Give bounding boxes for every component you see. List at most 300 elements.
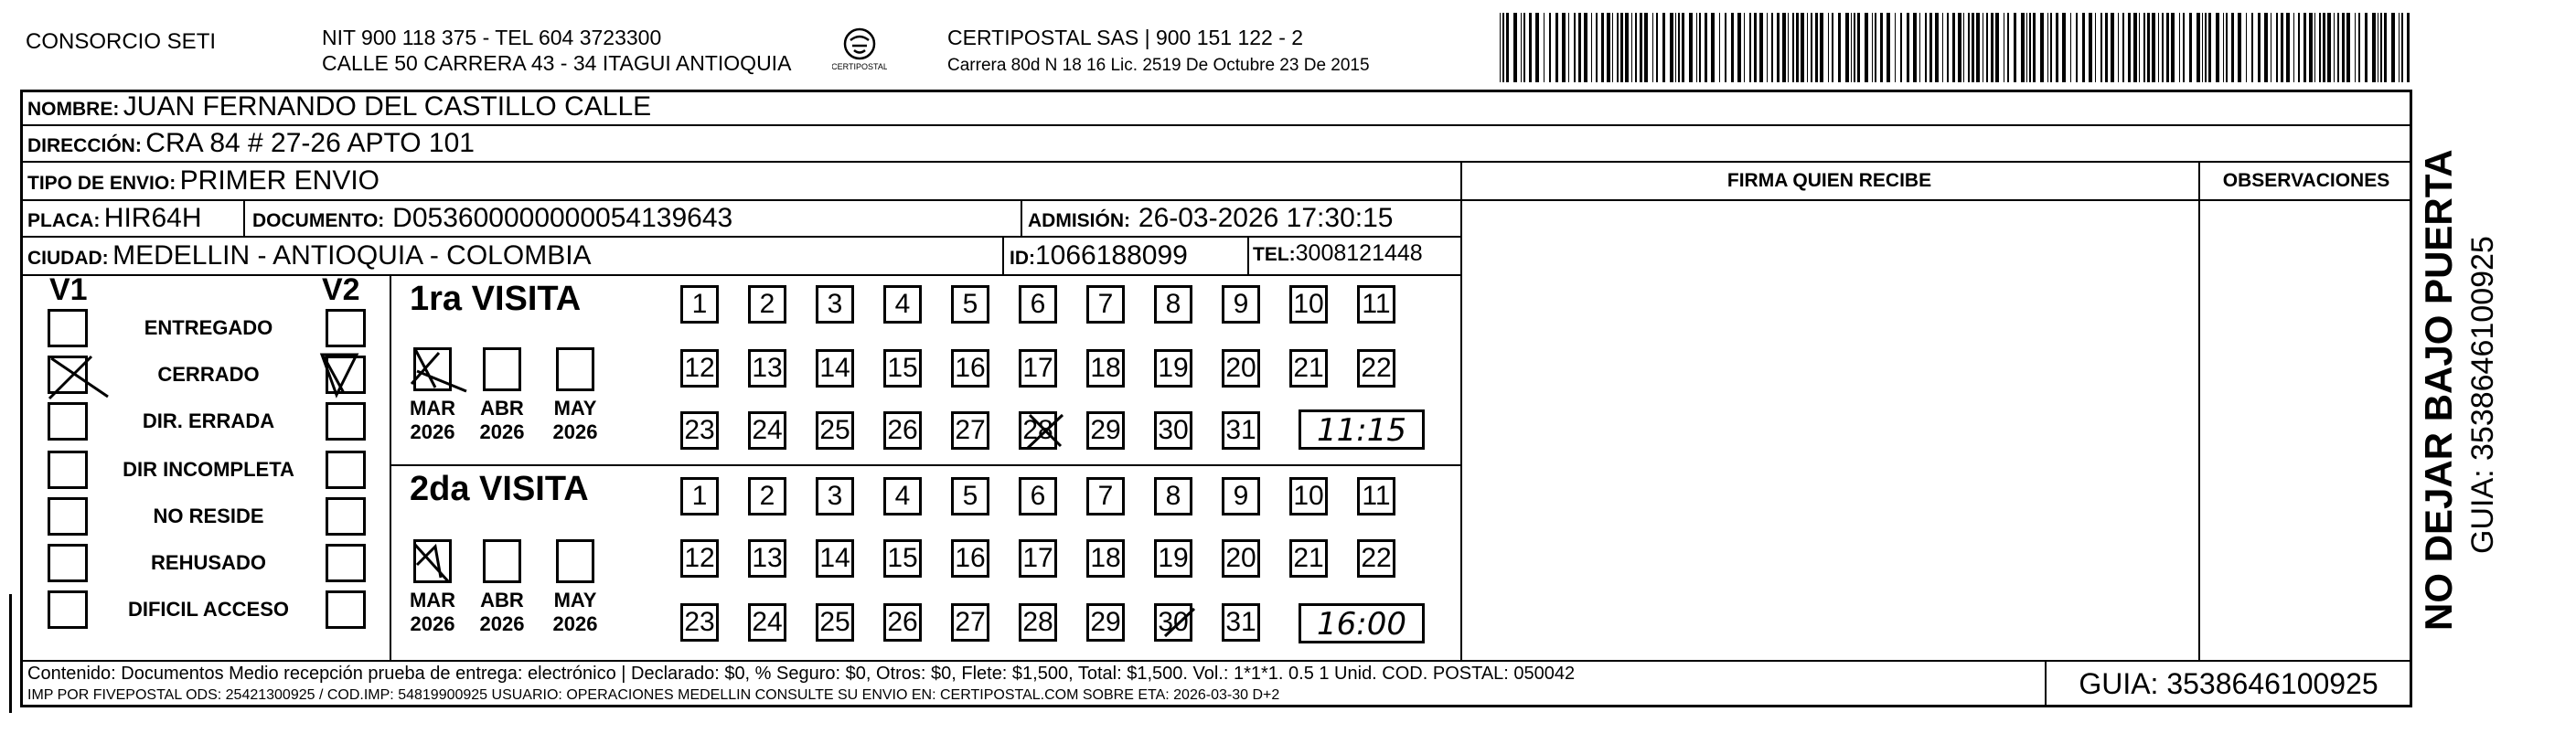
month-label: ABR	[480, 589, 524, 611]
barcode-bar	[1682, 13, 1684, 82]
year-label: 2026	[410, 420, 455, 443]
day-box[interactable]: 27	[951, 411, 989, 450]
day-box[interactable]: 16	[951, 539, 989, 578]
address-row: DIRECCIÓN: CRA 84 # 27-26 APTO 101	[27, 128, 475, 158]
v2-checkbox[interactable]	[326, 497, 366, 536]
document-cell: DOCUMENTO: D053600000000054139643	[252, 203, 733, 233]
barcode-bar	[2095, 13, 2096, 82]
barcode-bar	[2286, 13, 2290, 82]
barcode-bar	[1535, 13, 1539, 82]
month-label: MAY	[553, 397, 597, 420]
barcode-bar	[2147, 13, 2150, 82]
day-box[interactable]: 16	[951, 349, 989, 388]
day-box[interactable]: 11	[1357, 285, 1395, 324]
barcode-bar	[1656, 13, 1658, 82]
v1-checkbox[interactable]	[48, 590, 88, 629]
day-box[interactable]: 9	[1222, 477, 1260, 515]
day-box[interactable]: 22	[1357, 539, 1395, 578]
v2-label: V2	[322, 272, 360, 307]
barcode-bar	[1777, 13, 1780, 82]
day-box[interactable]: 20	[1222, 349, 1260, 388]
month-checkbox[interactable]	[413, 347, 452, 391]
barcode-bar	[1838, 13, 1841, 82]
city-value: MEDELLIN - ANTIOQUIA - COLOMBIA	[112, 240, 592, 271]
second-visit-title: 2da VISITA	[410, 470, 589, 508]
signature-header: FIRMA QUIEN RECIBE	[1726, 170, 1932, 191]
barcode-bar	[2309, 13, 2313, 82]
barcode-bar	[2399, 13, 2400, 82]
barcode-bar	[1513, 13, 1517, 82]
shipment-type-row: TIPO DE ENVIO: PRIMER ENVIO	[27, 165, 380, 196]
barcode-bar	[1749, 13, 1751, 82]
day-box[interactable]: 29	[1086, 603, 1125, 642]
admission-value: 26-03-2026 17:30:15	[1138, 203, 1394, 233]
day-box[interactable]: 31	[1222, 411, 1260, 450]
barcode-bar	[2056, 13, 2058, 82]
day-box[interactable]: 3	[816, 285, 854, 324]
day-box[interactable]: 9	[1222, 285, 1260, 324]
barcode-bar	[1725, 13, 1726, 82]
barcode-bar	[1958, 13, 1961, 82]
barcode-bar	[1675, 13, 1676, 82]
barcode-bar	[1731, 13, 1734, 82]
barcode-bar	[2391, 13, 2395, 82]
barcode-bar	[1662, 13, 1665, 82]
barcode-bar	[1807, 13, 1808, 82]
id-value: 1066188099	[1035, 240, 1188, 271]
barcode-bar	[2334, 13, 2335, 82]
status-label: DIFICIL ACCESO	[127, 598, 289, 621]
barcode-bar	[1792, 13, 1794, 82]
barcode-bar	[2337, 13, 2339, 82]
day-box[interactable]: 25	[816, 411, 854, 450]
first-visit-title: 1ra VISITA	[410, 280, 582, 318]
day-box[interactable]: 6	[1019, 285, 1057, 324]
barcode-bar	[1612, 13, 1613, 82]
barcode-bar	[2133, 13, 2137, 82]
barcode-bar	[1652, 13, 1653, 82]
status-label: NO RESIDE	[153, 505, 264, 527]
name-row: NOMBRE: JUAN FERNANDO DEL CASTILLO CALLE	[27, 91, 652, 122]
barcode-bar	[2076, 13, 2078, 82]
barcode-bar	[2100, 13, 2102, 82]
no-dejar-bajo-puerta: NO DEJAR BAJO PUERTA	[2417, 149, 2460, 631]
barcode-bar	[2358, 13, 2360, 82]
barcode-bar	[2029, 13, 2031, 82]
month-label: MAY	[553, 589, 597, 611]
barcode-bar	[2050, 13, 2052, 82]
first-visit-time: 11:15	[1317, 412, 1406, 449]
barcode-bar	[1711, 13, 1715, 82]
barcode-bar	[1617, 13, 1619, 82]
day-box[interactable]: 30	[1154, 411, 1192, 450]
day-box[interactable]: 17	[1019, 349, 1057, 388]
barcode-bar	[1952, 13, 1955, 82]
status-label: REHUSADO	[151, 551, 266, 574]
v2-checkbox[interactable]	[326, 402, 366, 441]
barcode-bar	[1754, 13, 1757, 82]
day-box[interactable]: 18	[1086, 539, 1125, 578]
day-box[interactable]: 24	[748, 603, 786, 642]
barcode-bar	[2171, 13, 2175, 82]
barcode-bar	[1696, 13, 1697, 82]
day-box[interactable]: 10	[1289, 285, 1328, 324]
barcode-bar	[2223, 13, 2224, 82]
barcode-bar	[1942, 13, 1943, 82]
barcode-bar	[2026, 13, 2027, 82]
barcode-bar	[1601, 13, 1604, 82]
barcode-bar	[2407, 13, 2410, 82]
day-box[interactable]: 7	[1086, 285, 1125, 324]
barcode-bar	[1895, 13, 1896, 82]
v1-checkbox[interactable]	[48, 497, 88, 536]
year-label: 2026	[479, 612, 525, 635]
certipostal-logo	[832, 26, 887, 75]
barcode-bar	[1820, 13, 1823, 82]
barcode-bar	[2089, 13, 2092, 82]
barcode-bar	[2143, 13, 2145, 82]
year-label: 2026	[410, 612, 455, 635]
barcode-bar	[2111, 13, 2114, 82]
month-label: MAR	[409, 397, 456, 420]
day-box[interactable]: 28	[1019, 603, 1057, 642]
barcode-bar	[1919, 13, 1920, 82]
year-label: 2026	[552, 612, 598, 635]
status-label: DIR. ERRADA	[142, 409, 275, 432]
barcode-bar	[1963, 13, 1964, 82]
month-label: MAR	[409, 589, 456, 611]
nit-line: NIT 900 118 375 - TEL 604 3723300	[322, 26, 662, 49]
barcode-bar	[1568, 13, 1569, 82]
day-box[interactable]: 31	[1222, 603, 1260, 642]
barcode-bar	[1705, 13, 1707, 82]
barcode-bar	[1625, 13, 1629, 82]
v2-checkbox[interactable]	[326, 356, 366, 394]
barcode-bar	[1972, 13, 1974, 82]
day-box[interactable]: 30	[1154, 603, 1192, 642]
barcode-bar	[1865, 13, 1868, 82]
barcode-bar	[1521, 13, 1522, 82]
day-box[interactable]: 25	[816, 603, 854, 642]
barcode-bar	[2251, 13, 2253, 82]
barcode-bar	[2033, 13, 2036, 82]
barcode-bar	[1744, 13, 1745, 82]
tel-cell: TEL:3008121448	[1253, 240, 1423, 266]
day-box[interactable]: 21	[1289, 539, 1328, 578]
day-box[interactable]: 12	[680, 539, 719, 578]
day-box[interactable]: 3	[816, 477, 854, 515]
barcode-bar	[2122, 13, 2124, 82]
day-box[interactable]: 13	[748, 539, 786, 578]
barcode-bar	[1578, 13, 1581, 82]
barcode-bar	[1887, 13, 1890, 82]
barcode-bar	[2152, 13, 2155, 82]
barcode-bar	[1529, 13, 1532, 82]
barcode-bar	[2205, 13, 2207, 82]
barcode-bar	[2179, 13, 2180, 82]
footer-content: Contenido: Documentos Medio recepción prueba de entrega: electrónico | Declarado: $0, % Seguro: $0, Otros: $0, Flete: $1,500, Total: $1,500. Vol.: 1*1*1. 0.5 1 Unid. COD. POSTAL: 050042	[27, 664, 1576, 684]
v1-checkbox[interactable]	[48, 451, 88, 489]
barcode-bar	[1788, 13, 1789, 82]
observations-header: OBSERVACIONES	[2222, 170, 2390, 191]
barcode-bar	[1574, 13, 1576, 82]
barcode-bar	[1620, 13, 1623, 82]
barcode-bar	[1907, 13, 1909, 82]
barcode-bar	[2281, 13, 2283, 82]
barcode-bar	[1584, 13, 1587, 82]
barcode-bar	[2346, 13, 2350, 82]
barcode-bar	[1771, 13, 1773, 82]
barcode-bar	[1759, 13, 1763, 82]
barcode-bar	[1544, 13, 1545, 82]
barcode-bar	[1845, 13, 1849, 82]
day-box[interactable]: 5	[951, 477, 989, 515]
barcode-bar	[2162, 13, 2164, 82]
barcode-bar	[1502, 13, 1504, 82]
barcode-bar	[1828, 13, 1829, 82]
day-box[interactable]: 20	[1222, 539, 1260, 578]
recipient-address: CRA 84 # 27-26 APTO 101	[145, 128, 475, 158]
barcode-bar	[1880, 13, 1883, 82]
day-box[interactable]: 8	[1154, 285, 1192, 324]
day-box[interactable]: 18	[1086, 349, 1125, 388]
barcode-bar	[1851, 13, 1852, 82]
barcode-bar	[1767, 13, 1768, 82]
certipostal-line: CERTIPOSTAL SAS | 900 151 122 - 2	[947, 26, 1304, 49]
barcode-bar	[2007, 13, 2009, 82]
day-box[interactable]: 12	[680, 349, 719, 388]
barcode-bar	[1631, 13, 1632, 82]
barcode-bar	[2342, 13, 2345, 82]
month-label: ABR	[480, 397, 524, 420]
barcode-bar	[1719, 13, 1720, 82]
barcode-bar	[2303, 13, 2306, 82]
month-checkbox[interactable]	[413, 539, 452, 583]
day-box[interactable]: 27	[951, 603, 989, 642]
barcode-bar	[2319, 13, 2321, 82]
side-guide-number: GUIA: 3538646100925	[2465, 236, 2500, 554]
first-visit-time-box	[1299, 409, 1425, 450]
barcode-bar	[1929, 13, 1932, 82]
admission-cell: ADMISIÓN: 26-03-2026 17:30:15	[1028, 203, 1394, 233]
barcode-bar	[1815, 13, 1818, 82]
barcode-bar	[2264, 13, 2268, 82]
month-checkbox[interactable]	[483, 347, 521, 391]
barcode-bar	[1596, 13, 1598, 82]
barcode-bar	[1857, 13, 1860, 82]
barcode-bar	[2128, 13, 2131, 82]
barcode-bar	[2276, 13, 2278, 82]
barcode-bar	[2384, 13, 2387, 82]
barcode-bar	[2082, 13, 2085, 82]
barcode-bar	[1523, 13, 1525, 82]
barcode-bar	[2372, 13, 2376, 82]
document-value: D053600000000054139643	[392, 203, 733, 233]
barcode-bar	[1737, 13, 1741, 82]
barcode-bar	[2166, 13, 2169, 82]
day-box[interactable]: 19	[1154, 349, 1192, 388]
v1-checkbox[interactable]	[48, 309, 88, 347]
barcode-bar	[2202, 13, 2203, 82]
barcode-bar	[1591, 13, 1592, 82]
barcode-bar	[1549, 13, 1551, 82]
day-box[interactable]: 26	[883, 411, 922, 450]
city-cell: CIUDAD: MEDELLIN - ANTIOQUIA - COLOMBIA	[27, 240, 592, 271]
id-cell: ID:1066188099	[1010, 240, 1188, 271]
barcode-bar	[1913, 13, 1917, 82]
barcode-bar	[1925, 13, 1927, 82]
barcode-bar	[2327, 13, 2331, 82]
plate-value: HIR64H	[103, 203, 202, 233]
barcode-bar	[2139, 13, 2140, 82]
day-box[interactable]: 21	[1289, 349, 1328, 388]
barcode-bar	[2208, 13, 2211, 82]
barcode-bar	[2040, 13, 2044, 82]
barcode-bar	[1801, 13, 1804, 82]
barcode-bar	[1640, 13, 1642, 82]
day-box[interactable]: 14	[816, 349, 854, 388]
barcode-bar	[1854, 13, 1855, 82]
day-box[interactable]: 11	[1357, 477, 1395, 515]
barcode-bar	[2365, 13, 2368, 82]
barcode-bar	[1607, 13, 1610, 82]
barcode-bar	[2323, 13, 2325, 82]
day-box[interactable]: 1	[680, 285, 719, 324]
barcode-bar	[2197, 13, 2200, 82]
footer-guide: GUIA: 3538646100925	[2079, 667, 2378, 700]
day-box[interactable]: 4	[883, 477, 922, 515]
barcode-bar	[1635, 13, 1637, 82]
barcode-bar	[1976, 13, 1980, 82]
day-box[interactable]: 24	[748, 411, 786, 450]
v2-checkbox[interactable]	[326, 309, 366, 347]
barcode-bar	[1875, 13, 1876, 82]
day-box[interactable]: 14	[816, 539, 854, 578]
v2-checkbox[interactable]	[326, 590, 366, 629]
month-checkbox[interactable]	[556, 347, 594, 391]
day-box[interactable]: 15	[883, 539, 922, 578]
barcode-bar	[1500, 13, 1501, 82]
barcode-bar	[1796, 13, 1799, 82]
day-box[interactable]: 2	[748, 285, 786, 324]
barcode-bar	[1947, 13, 1949, 82]
year-label: 2026	[552, 420, 598, 443]
barcode-bar	[2216, 13, 2219, 82]
barcode-bar	[2070, 13, 2071, 82]
barcode-bar	[2189, 13, 2192, 82]
month-checkbox[interactable]	[556, 539, 594, 583]
barcode-bar	[2062, 13, 2066, 82]
v1-checkbox[interactable]	[48, 402, 88, 441]
day-box[interactable]: 6	[1019, 477, 1057, 515]
barcode-bar	[2105, 13, 2108, 82]
day-box[interactable]: 17	[1019, 539, 1057, 578]
plate-cell: PLACA: HIR64H	[27, 203, 202, 233]
v1-checkbox[interactable]	[48, 356, 88, 394]
barcode-bar	[2158, 13, 2159, 82]
barcode	[1498, 13, 2414, 82]
barcode-bar	[2231, 13, 2234, 82]
day-box[interactable]: 1	[680, 477, 719, 515]
barcode-bar	[2401, 13, 2403, 82]
barcode-bar	[1689, 13, 1693, 82]
barcode-bar	[1935, 13, 1939, 82]
barcode-bar	[1506, 13, 1509, 82]
day-box[interactable]: 23	[680, 411, 719, 450]
barcode-bar	[1986, 13, 1988, 82]
barcode-bar	[2014, 13, 2016, 82]
footer-imp: IMP POR FIVEPOSTAL ODS: 25421300925 / COD.IMP: 54819900925 USUARIO: OPERACIONES MEDELLIN CONSULTE SU ENVIO EN: CERTIPOSTAL.COM SOBRE ETA: 2026-03-30 D+2	[27, 687, 1280, 703]
v2-checkbox[interactable]	[326, 544, 366, 582]
barcode-bar	[2238, 13, 2241, 82]
day-box[interactable]: 7	[1086, 477, 1125, 515]
status-label: ENTREGADO	[144, 316, 273, 339]
tel-value: 3008121448	[1295, 240, 1423, 266]
barcode-bar	[2118, 13, 2119, 82]
barcode-bar	[1562, 13, 1566, 82]
day-box[interactable]: 22	[1357, 349, 1395, 388]
barcode-bar	[1872, 13, 1873, 82]
second-visit-time-box	[1299, 603, 1425, 643]
barcode-bar	[2246, 13, 2247, 82]
barcode-bar	[2380, 13, 2382, 82]
barcode-bar	[1555, 13, 1558, 82]
day-box[interactable]: 13	[748, 349, 786, 388]
day-box[interactable]: 15	[883, 349, 922, 388]
barcode-bar	[1699, 13, 1701, 82]
sender-address: CALLE 50 CARRERA 43 - 34 ITAGUI ANTIOQUIA	[322, 51, 792, 75]
v1-label: V1	[49, 272, 88, 307]
barcode-bar	[2293, 13, 2294, 82]
barcode-bar	[2258, 13, 2261, 82]
day-box[interactable]: 19	[1154, 539, 1192, 578]
v2-checkbox[interactable]	[326, 451, 366, 489]
day-box[interactable]: 5	[951, 285, 989, 324]
status-label: CERRADO	[157, 363, 260, 386]
day-box[interactable]: 28	[1019, 411, 1057, 450]
day-box[interactable]: 2	[748, 477, 786, 515]
barcode-bar	[2314, 13, 2315, 82]
barcode-bar	[2298, 13, 2300, 82]
day-box[interactable]: 4	[883, 285, 922, 324]
second-visit-time: 16:00	[1317, 606, 1406, 643]
status-label: DIR INCOMPLETA	[123, 458, 294, 481]
barcode-bar	[2047, 13, 2048, 82]
recipient-name: JUAN FERNANDO DEL CASTILLO CALLE	[123, 91, 652, 122]
barcode-bar	[1991, 13, 1993, 82]
license-line: Carrera 80d N 18 16 Lic. 2519 De Octubre 23 De 2015	[947, 56, 1370, 75]
day-box[interactable]: 23	[680, 603, 719, 642]
barcode-bar	[1968, 13, 1970, 82]
barcode-bar	[1670, 13, 1673, 82]
barcode-bar	[2021, 13, 2025, 82]
day-box[interactable]: 29	[1086, 411, 1125, 450]
company-name: CONSORCIO SETI	[26, 29, 217, 54]
barcode-bar	[2226, 13, 2228, 82]
month-checkbox[interactable]	[483, 539, 521, 583]
barcode-bar	[2183, 13, 2185, 82]
day-box[interactable]: 8	[1154, 477, 1192, 515]
shipment-type: PRIMER ENVIO	[179, 165, 380, 196]
barcode-bar	[1678, 13, 1680, 82]
day-box[interactable]: 26	[883, 603, 922, 642]
barcode-bar	[1995, 13, 1999, 82]
v1-checkbox[interactable]	[48, 544, 88, 582]
barcode-bar	[1782, 13, 1786, 82]
day-box[interactable]: 10	[1289, 477, 1328, 515]
barcode-bar	[1900, 13, 1902, 82]
svg-text:CERTIPOSTAL: CERTIPOSTAL	[832, 62, 887, 71]
